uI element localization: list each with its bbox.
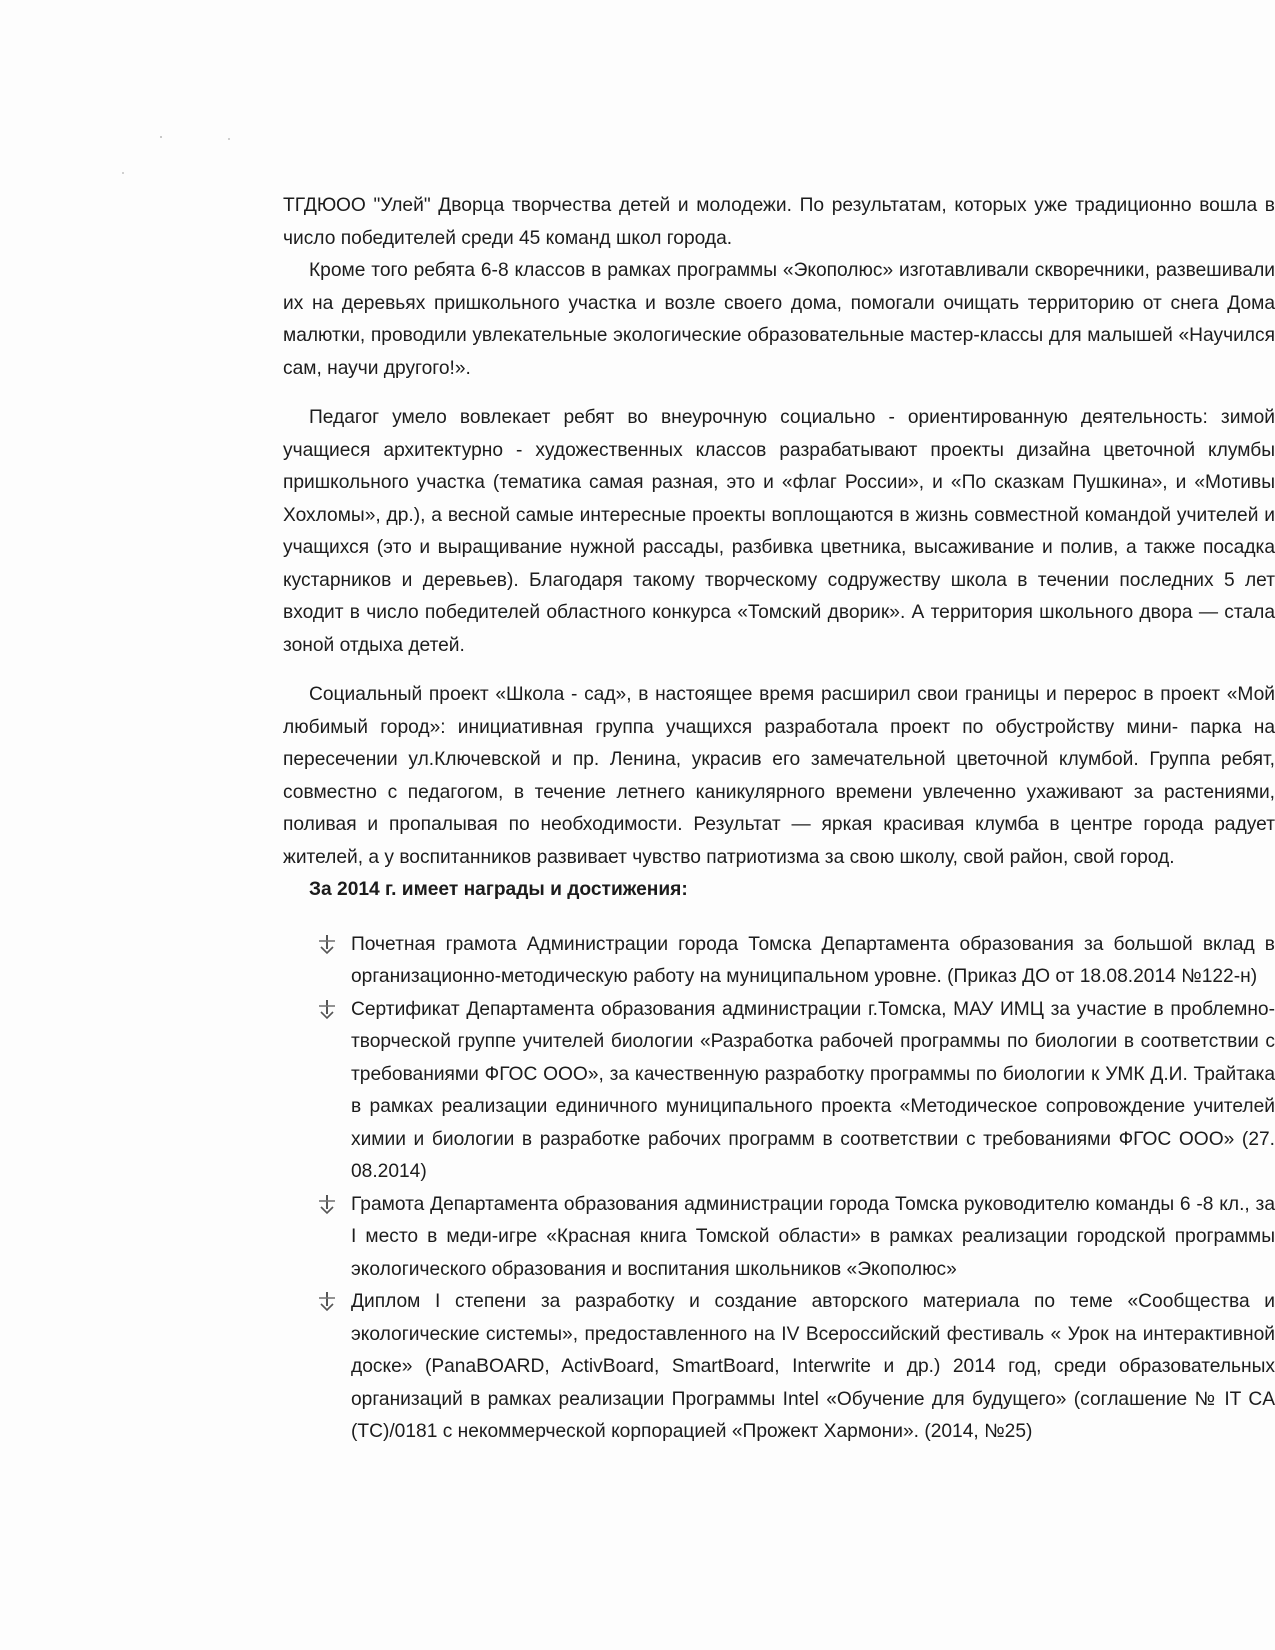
paragraph-ecopolus: Кроме того ребята 6-8 классов в рамках программы «Экополюс» изготавливали скворечники, развешивали их на деревьях пришкольного участка и возле своего дома, помогали очищать территорию от снега Дома малютки, проводили увлекательные экологические образовательные мастер-классы для малышей «Научился сам, научи другого!». [283, 260, 1275, 379]
awards-heading: За 2014 г. имеет награды и достижения: [309, 879, 688, 900]
award-text: Сертификат Департамента образования администрации г.Томска, МАУ ИМЦ за участие в проблемно-творческой группе учителей биологии «Разработка рабочей программы по биологии в соответствии с требованиями ФГОС ООО», за качественную разработку программы по биологии к УМК Д.И. Трайтака в рамках реализации единичного муниципального проекта «Методическое сопровождение учителей химии и биологии в разработке рабочих программ в соответствии с требованиями ФГОС ООО» (27. 08.2014) [351, 998, 1275, 1182]
award-text: Почетная грамота Администрации города Томска Департамента образования за большой вклад в организационно-методическую работу на муниципальном уровне. (Приказ ДО от 18.08.2014 №122-н) [351, 933, 1275, 987]
arrow-down-bullet-icon [315, 994, 339, 1026]
award-text: Диплом I степени за разработку и создание авторского материала по теме «Сообщества и экологические системы», предоставленного на IV Всероссийский фестиваль « Урок на интерактивной доске» (PanaBOARD, ActivBoard, SmartBoard, Interwrite и др.) 2014 год, среди образовательных организаций в рамках реализации Программы Intel «Обучение для будущего» (соглашение № IT CA (TC)/0181 с некоммерческой корпорацией «Прожект Хармони». (2014, №25) [351, 1291, 1275, 1442]
paragraph-continuation: ТГДЮОО "Улей" Дворца творчества детей и молодежи. По результатам, которых уже традиционно вошла в число победителей среди 45 команд школ города. [283, 195, 1275, 249]
award-item [351, 929, 1275, 994]
arrow-down-bullet-icon [315, 929, 339, 961]
award-item [351, 1286, 1275, 1449]
award-text: Грамота Департамента образования администрации города Томска руководителю команды 6 -8 кл., за I место в меди-игре «Красная книга Томской области» в рамках реализации городской программы экологического образования и воспитания школьников «Экополюс» [351, 1193, 1275, 1280]
paragraph-school-garden: Педагог умело вовлекает ребят во внеурочную социально - ориентированную деятельность: зимой учащиеся архитектурно - художественных классов разрабатывают проекты дизайна цветочной клумбы пришкольного участка (тематика самая разная, это и «флаг России», и «По сказкам Пушкина», и «Мотивы Хохломы», др.), а весной самые интересные проекты воплощаются в жизнь совместной командой учителей и учащихся (это и выращивание нужной рассады, разбивка цветника, высаживание и полив, а также посадка кустарников и деревьев). Благодаря такому творческому содружеству школа в течении последних 5 лет входит в число победителей областного конкурса «Томский дворик». А территория школьного двора — стала зоной отдыха детей. [283, 407, 1275, 656]
scan-noise-specks [120, 130, 250, 190]
document-body [283, 190, 1275, 1449]
arrow-down-bullet-icon [315, 1189, 339, 1221]
arrow-down-bullet-icon [315, 1286, 339, 1318]
award-item [351, 1189, 1275, 1287]
awards-list [283, 929, 1275, 1449]
award-item [351, 994, 1275, 1189]
paragraph-social-project: Социальный проект «Школа - сад», в настоящее время расширил свои границы и перерос в проект «Мой любимый город»: инициативная группа учащихся разработала проект по обустройству мини- парка на пересечении ул.Ключевской и пр. Ленина, украсив его замечательной цветочной клумбой. Группа ребят, совместно с педагогом, в течение летнего каникулярного времени увлеченно ухаживают за растениями, поливая и пропалывая по необходимости. Результат — яркая красивая клумба в центре города радует жителей, а у воспитанников развивает чувство патриотизма за свою школу, свой район, свой город. [283, 684, 1275, 868]
